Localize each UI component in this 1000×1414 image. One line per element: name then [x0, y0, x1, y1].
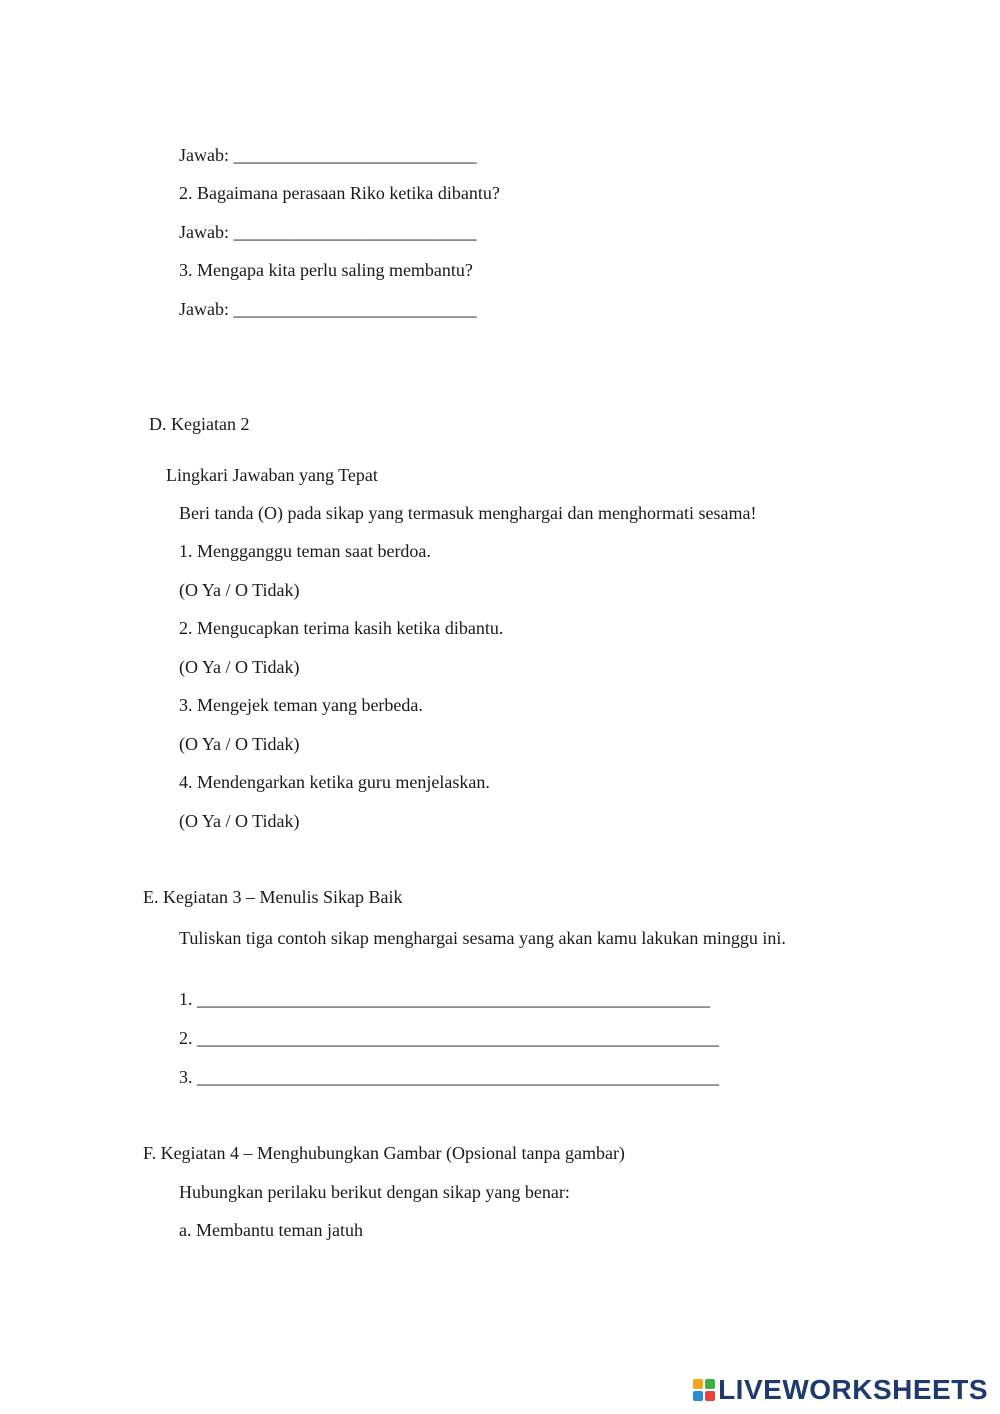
write-line-2[interactable]: 2. __________________________________________________________	[179, 1028, 719, 1048]
section-d-subheading: Lingkari Jawaban yang Tepat	[166, 465, 378, 485]
options-1[interactable]: (O Ya / O Tidak)	[179, 580, 300, 600]
statement-3: 3. Mengejek teman yang berbeda.	[179, 695, 423, 715]
logo-square-icon	[705, 1379, 715, 1389]
section-e-instruction: Tuliskan tiga contoh sikap menghargai sesama yang akan kamu lakukan minggu ini.	[179, 928, 786, 948]
write-line-1[interactable]: 1. _________________________________________________________	[179, 989, 710, 1009]
section-e-heading: E. Kegiatan 3 – Menulis Sikap Baik	[143, 887, 403, 907]
options-2[interactable]: (O Ya / O Tidak)	[179, 657, 300, 677]
section-f-instruction: Hubungkan perilaku berikut dengan sikap yang benar:	[179, 1182, 570, 1202]
question-3: 3. Mengapa kita perlu saling membantu?	[179, 260, 473, 280]
statement-4: 4. Mendengarkan ketika guru menjelaskan.	[179, 772, 490, 792]
statement-1: 1. Mengganggu teman saat berdoa.	[179, 541, 431, 561]
answer-line-3[interactable]: Jawab: ___________________________	[179, 299, 477, 319]
options-4[interactable]: (O Ya / O Tidak)	[179, 811, 300, 831]
section-d-heading: D. Kegiatan 2	[149, 414, 250, 434]
question-2: 2. Bagaimana perasaan Riko ketika dibantu?	[179, 183, 500, 203]
logo-square-icon	[693, 1391, 703, 1401]
logo-text: LIVEWORKSHEETS	[718, 1374, 988, 1405]
liveworksheets-logo	[693, 1374, 988, 1406]
liveworksheets-logo-icon	[693, 1379, 715, 1401]
section-d-instruction: Beri tanda (O) pada sikap yang termasuk menghargai dan menghormati sesama!	[179, 503, 757, 523]
answer-line-2[interactable]: Jawab: ___________________________	[179, 222, 477, 242]
answer-line-1[interactable]: Jawab: ___________________________	[179, 145, 477, 165]
logo-square-icon	[705, 1391, 715, 1401]
options-3[interactable]: (O Ya / O Tidak)	[179, 734, 300, 754]
section-f-item-a: a. Membantu teman jatuh	[179, 1220, 363, 1240]
logo-square-icon	[693, 1379, 703, 1389]
write-line-3[interactable]: 3. __________________________________________________________	[179, 1067, 719, 1087]
statement-2: 2. Mengucapkan terima kasih ketika dibantu.	[179, 618, 504, 638]
section-f-heading: F. Kegiatan 4 – Menghubungkan Gambar (Opsional tanpa gambar)	[143, 1143, 625, 1163]
